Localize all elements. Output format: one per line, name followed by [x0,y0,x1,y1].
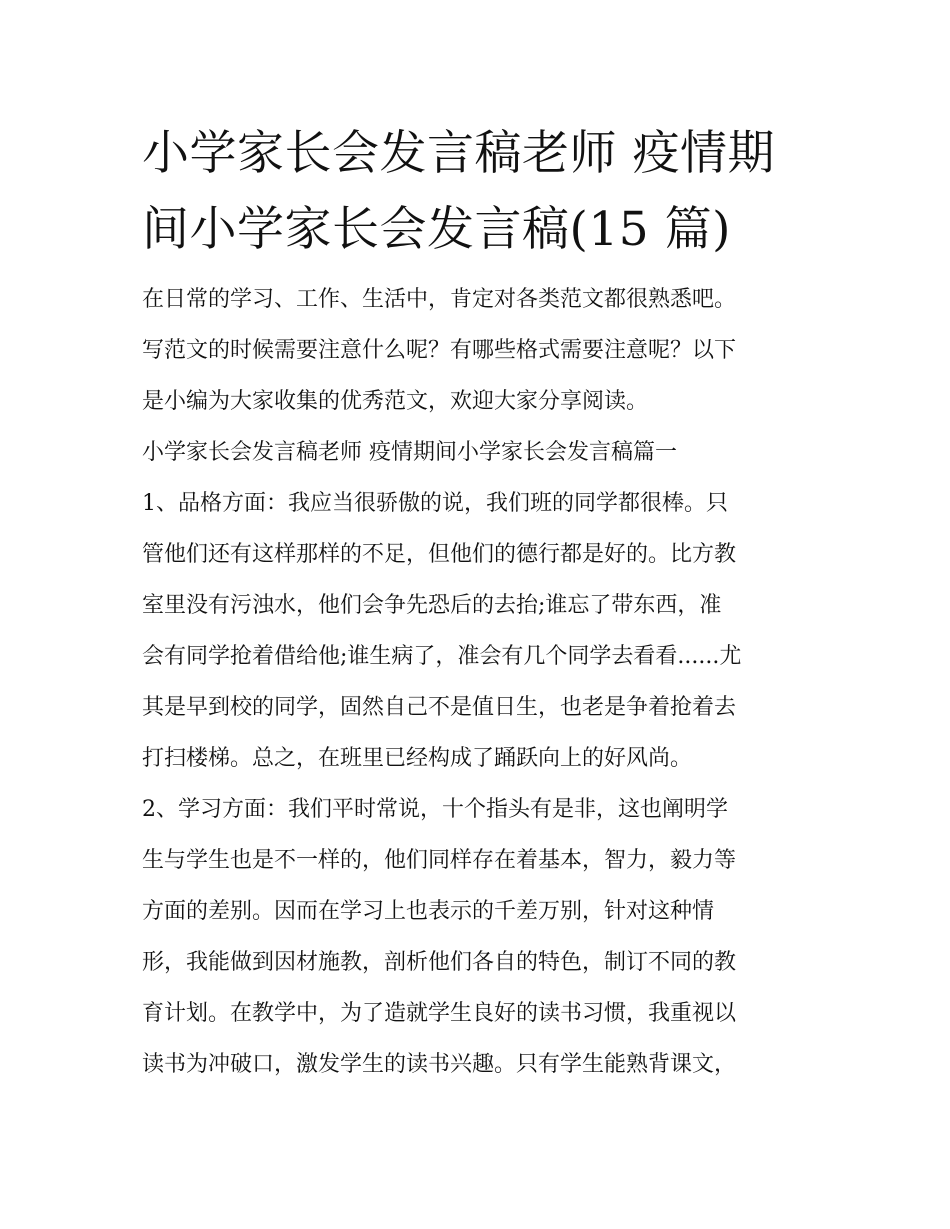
document-title [142,116,817,268]
paragraph-line: 打扫楼梯。总之，在班里已经构成了踊跃向上的好风尚。 [142,746,693,771]
paragraph-line: 生与学生也是不一样的，他们同样存在着基本，智力，毅力等 [142,848,737,873]
title-line-2: 间小学家长会发言稿(15 篇) [142,202,731,257]
paragraph-line: 方面的差别。因而在学习上也表示的千差万别，针对这种情 [142,899,715,924]
intro-line-1: 在日常的学习、工作、生活中，肯定对各类范文都很熟悉吧。 [142,287,737,312]
paragraph-line: 形，我能做到因材施教，剖析他们各自的特色，制订不同的教 [142,950,737,975]
paragraph-line: 2、学习方面：我们平时常说，十个指头有是非，这也阐明学 [142,797,728,822]
title-line-1: 小学家长会发言稿老师 疫情期 [142,126,775,181]
paragraph-line: 育计划。在教学中，为了造就学生良好的读书习惯，我重视以 [142,1001,737,1026]
intro-line-2: 写范文的时候需要注意什么呢？有哪些格式需要注意呢？以下 [142,338,737,363]
intro-line-3: 是小编为大家收集的优秀范文，欢迎大家分享阅读。 [142,389,649,414]
paragraph-line: 会有同学抢着借给他;谁生病了，准会有几个同学去看看......尤 [142,644,742,669]
paragraph-line: 管他们还有这样那样的不足，但他们的德行都是好的。比方教 [142,542,737,567]
paragraph-line: 读书为冲破口，激发学生的读书兴趣。只有学生能熟背课文， [142,1052,737,1077]
section-heading: 小学家长会发言稿老师 疫情期间小学家长会发言稿篇一 [142,440,677,465]
paragraph-line: 1、品格方面：我应当很骄傲的说，我们班的同学都很棒。只 [142,491,728,516]
paragraph-line: 其是早到校的同学，固然自己不是值日生，也老是争着抢着去 [142,695,737,720]
paragraph-line: 室里没有污浊水，他们会争先恐后的去抬;谁忘了带东西，准 [142,593,722,618]
